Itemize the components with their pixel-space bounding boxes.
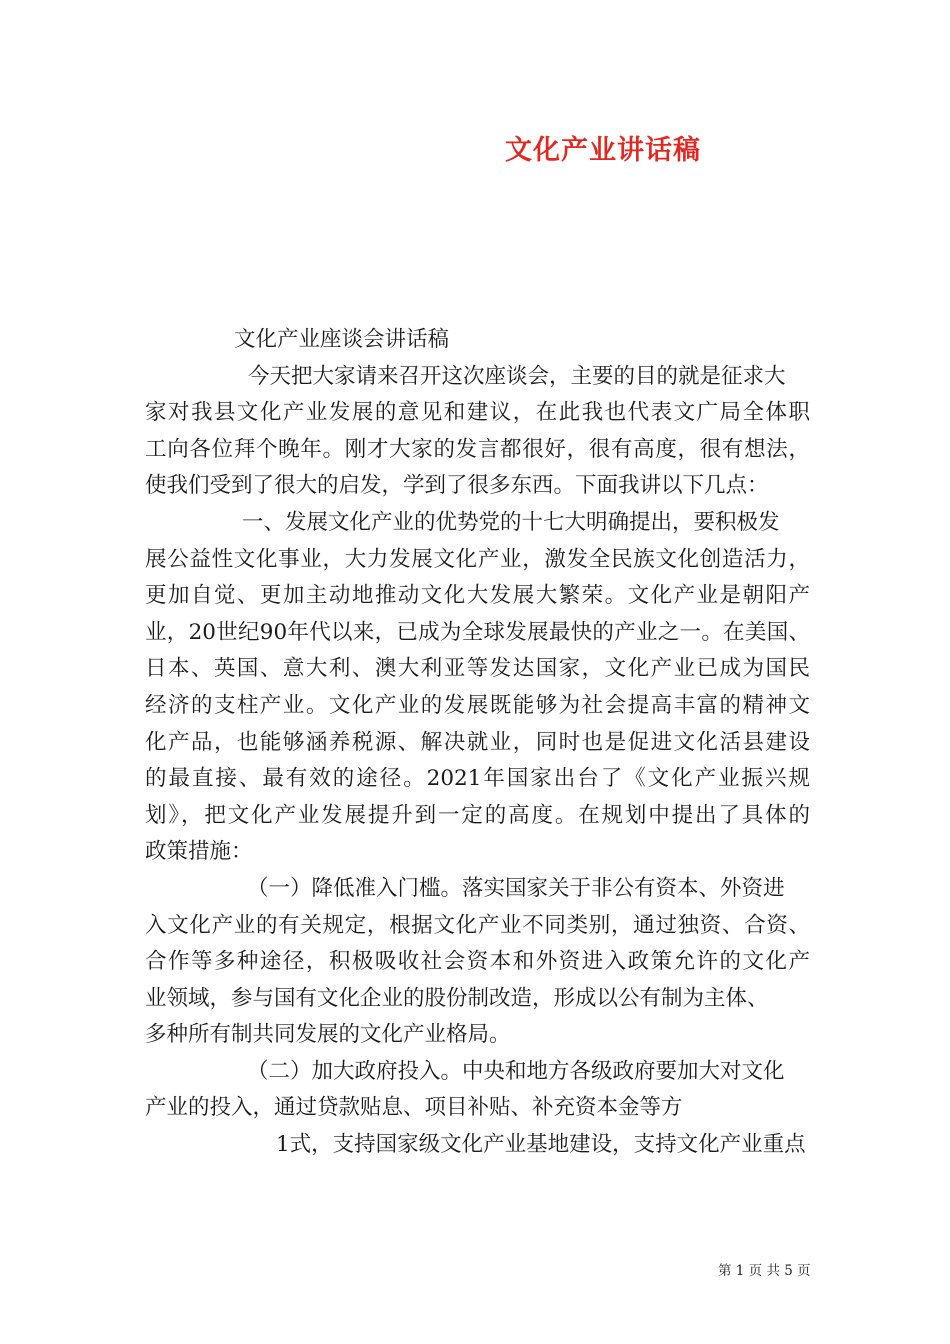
body-line: 入文化产业的有关规定，根据文化产业不同类别，通过独资、合资、 [145, 912, 810, 938]
body-line: 多种所有制共同发展的文化产业格局。 [145, 1022, 511, 1048]
body-line: 划》，把文化产业发展提升到一定的高度。在规划中提出了具体的 [145, 802, 810, 828]
body-line: 家对我县文化产业发展的意见和建议，在此我也代表文广局全体职 [145, 400, 810, 426]
body-line: 政策措施： [145, 839, 253, 865]
body-line: 更加自觉、更加主动地推动文化大发展大繁荣。文化产业是朝阳产 [145, 583, 810, 609]
body-line: 的最直接、最有效的途径。2021年国家出台了《文化产业振兴规 [145, 766, 810, 792]
document-title: 文化产业讲话稿 [505, 135, 701, 166]
body-line: 经济的支柱产业。文化产业的发展既能够为社会提高丰富的精神文 [145, 692, 810, 718]
body-line: 合作等多种途径，积极吸收社会资本和外资进入政策允许的文化产 [145, 949, 810, 975]
body-line: 工向各位拜个晚年。刚才大家的发言都很好，很有高度，很有想法， [145, 436, 810, 462]
body-line: 业，20世纪90年代以来，已成为全球发展最快的产业之一。在美国、 [145, 619, 810, 645]
body-line: 今天把大家请来召开这次座谈会，主要的目的就是征求大 [248, 363, 786, 389]
body-line: 产业的投入，通过贷款贴息、项目补贴、补充资本金等方 [145, 1095, 683, 1121]
page-number: 第 1 页 共 5 页 [718, 1263, 811, 1279]
body-line: 化产品，也能够涵养税源、解决就业，同时也是促进文化活县建设 [145, 729, 810, 755]
speech-subtitle: 文化产业座谈会讲话稿 [234, 327, 450, 352]
body-line: （二）加大政府投入。中央和地方各级政府要加大对文化 [247, 1058, 785, 1084]
body-line: 业领域，参与国有文化企业的股份制改造，形成以公有制为主体、 [145, 985, 769, 1011]
body-line: 一、发展文化产业的优势党的十七大明确提出，要积极发 [242, 509, 780, 535]
body-line: 使我们受到了很大的启发，学到了很多东西。下面我讲以下几点： [145, 473, 769, 499]
body-line: 1式，支持国家级文化产业基地建设，支持文化产业重点 [276, 1132, 806, 1158]
body-line: 展公益性文化事业，大力发展文化产业，激发全民族文化创造活力， [145, 546, 810, 572]
body-line: 日本、英国、意大利、澳大利亚等发达国家，文化产业已成为国民 [145, 656, 810, 682]
body-line: （一）降低准入门槛。落实国家关于非公有资本、外资进 [247, 875, 785, 901]
document-body [145, 322, 810, 1164]
